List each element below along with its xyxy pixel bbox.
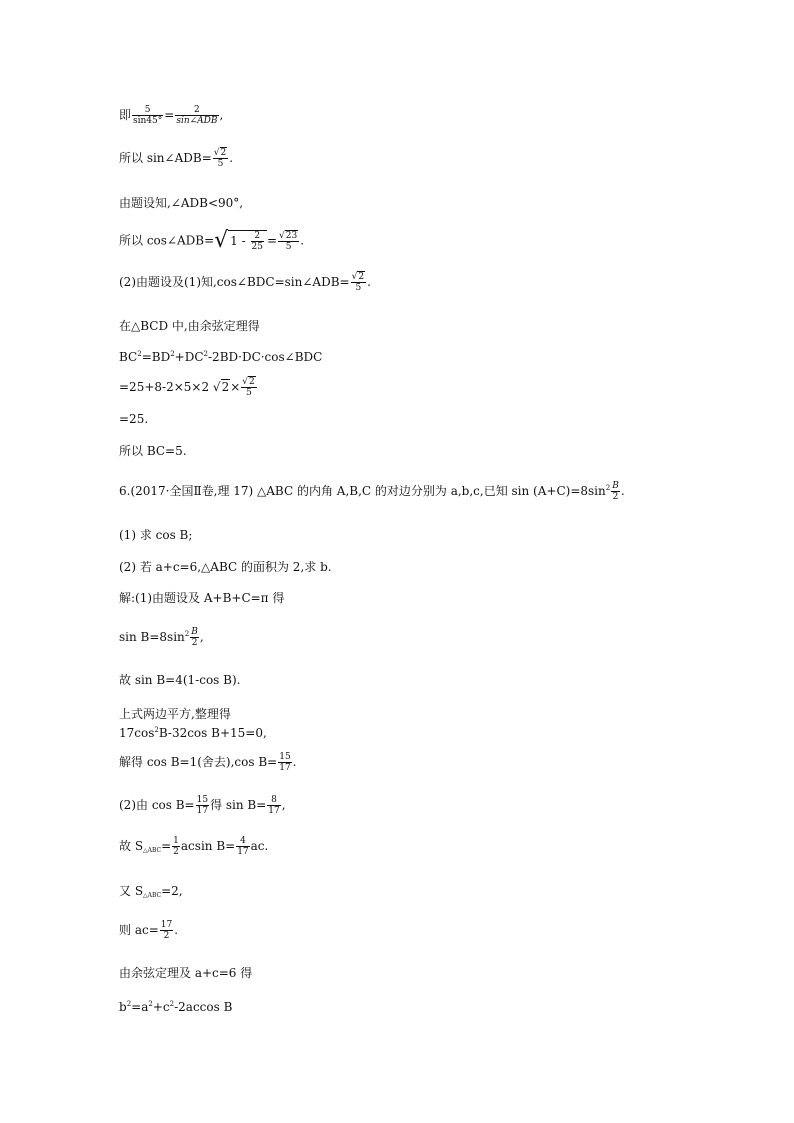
- text: =: [161, 839, 172, 853]
- equation-substitution: [119, 377, 258, 398]
- fraction: [251, 231, 264, 252]
- numerator: 17: [160, 920, 173, 930]
- equation-law-of-cosines: [119, 350, 322, 364]
- denominator: 2: [191, 638, 198, 648]
- text: 即: [119, 108, 132, 122]
- equation-cosB: [119, 752, 297, 773]
- fraction: [241, 377, 256, 398]
- radicand: 2: [249, 377, 255, 387]
- text: (2)由 cos B=: [119, 798, 195, 812]
- fraction: [236, 836, 249, 857]
- text: .: [292, 755, 297, 769]
- numerator: 15: [279, 752, 291, 762]
- sqrt: √ 1 - $\frac{2}{25}$: [214, 230, 267, 252]
- text: 又 S: [119, 884, 144, 898]
- denominator: sin45°: [133, 116, 163, 126]
- text-line: [119, 196, 243, 210]
- denominator: 2: [160, 930, 173, 941]
- text: 由余弦定理及 a+c=6 得: [119, 966, 253, 980]
- text: =: [266, 233, 278, 248]
- text: =25.: [119, 412, 149, 426]
- equation-b-squared: [119, 1000, 232, 1014]
- fraction: [190, 627, 199, 648]
- numerator: 2: [254, 231, 261, 241]
- sqrt: √2: [212, 380, 230, 394]
- text: .: [367, 275, 371, 289]
- sqrt: √23: [279, 230, 298, 241]
- text: 所以 sin∠ADB=: [119, 151, 212, 165]
- denominator: 17: [237, 847, 249, 857]
- denominator: 2: [612, 492, 619, 502]
- denominator: 5: [213, 158, 228, 169]
- text: (1) 求 cos B;: [119, 528, 193, 542]
- text: +DC: [174, 350, 204, 364]
- fraction: [278, 231, 299, 252]
- numerator: [351, 272, 366, 282]
- text: =BD: [141, 350, 171, 364]
- text: 6.(2017·全国Ⅱ卷,理 17) △ABC 的内角 A,B,C 的对边分别为 a,b,c,已知 sin (A+C)=8sin: [119, 484, 606, 498]
- text: b: [119, 1000, 127, 1014]
- text: ac.: [250, 839, 269, 853]
- fraction: [213, 148, 228, 169]
- denominator: sin∠ADB: [176, 116, 218, 126]
- equation-sinB: [119, 627, 204, 648]
- text-line: [119, 560, 332, 574]
- subscript: △ABC: [143, 847, 162, 854]
- numerator: [278, 231, 299, 241]
- exponent: 2: [605, 484, 611, 492]
- sqrt: √2: [213, 148, 227, 158]
- text: B-32cos B+15=0,: [158, 726, 267, 740]
- text: ,: [219, 108, 224, 122]
- text-line: [119, 444, 187, 458]
- exponent: 2: [170, 350, 175, 358]
- text-line: [119, 966, 252, 980]
- fraction: [132, 105, 163, 126]
- denominator: 5: [278, 241, 299, 252]
- denominator: 5: [241, 387, 256, 398]
- denominator: 17: [279, 763, 291, 773]
- radicand: 2: [358, 272, 365, 282]
- text-line: [119, 319, 260, 333]
- exponent: 2: [137, 350, 142, 358]
- numerator: 15: [196, 795, 209, 805]
- text: =: [164, 108, 175, 122]
- exponent: 2: [169, 1000, 175, 1008]
- text: 由题设知,∠ADB<90°,: [119, 196, 244, 210]
- numerator: [241, 377, 256, 387]
- exponent: 2: [148, 1000, 153, 1008]
- equation-sine-ratio: [119, 105, 223, 126]
- text: -2accos B: [174, 1000, 233, 1014]
- text: =2,: [161, 884, 183, 898]
- numerator: 1: [173, 836, 179, 846]
- text: 故 S: [119, 839, 144, 853]
- fraction: [267, 795, 280, 816]
- text: 解:(1)由题设及 A+B+C=π 得: [119, 591, 285, 605]
- fraction: [196, 795, 209, 816]
- text: 1 -: [230, 234, 250, 248]
- radicand: 2: [220, 148, 227, 158]
- text: +c: [152, 1000, 170, 1014]
- sqrt: √2: [351, 272, 365, 282]
- denominator: 25: [251, 242, 263, 252]
- text: 得 sin B=: [210, 798, 267, 812]
- numerator: 8: [271, 795, 277, 805]
- exponent: 2: [126, 1000, 132, 1008]
- exponent: 2: [184, 630, 190, 638]
- denominator: 2: [173, 847, 179, 857]
- text: .: [174, 923, 179, 937]
- text: =a: [131, 1000, 149, 1014]
- equation-sin-adb: [119, 148, 233, 169]
- equation-cos-bdc: [119, 272, 371, 293]
- denominator: 5: [351, 282, 366, 293]
- equation-cos-adb: [119, 230, 304, 252]
- numerator: 5: [144, 105, 151, 115]
- text: sin B=8sin: [119, 630, 185, 644]
- exponent: 2: [154, 726, 159, 734]
- problem-statement: [119, 481, 625, 502]
- text-line: [119, 673, 240, 687]
- text: -2BD·DC·cos∠BDC: [208, 350, 323, 364]
- text: ×: [230, 380, 241, 394]
- sqrt: √2: [242, 377, 255, 387]
- text: .: [620, 484, 625, 498]
- text-line: [119, 591, 284, 605]
- text: =25+8-2×5×2: [119, 380, 213, 394]
- fraction: [611, 481, 620, 502]
- text: acsin B=: [180, 839, 236, 853]
- text: ,: [281, 798, 286, 812]
- text: .: [229, 151, 234, 165]
- radicand: 2: [221, 380, 230, 394]
- text: 故 sin B=4(1-cos B).: [119, 673, 241, 687]
- numerator: [213, 148, 228, 158]
- text-line: [119, 412, 148, 426]
- fraction: [172, 836, 180, 857]
- numerator: 4: [240, 836, 246, 846]
- fraction: [278, 752, 291, 773]
- denominator: 17: [196, 806, 209, 816]
- numerator: B: [191, 627, 198, 637]
- text: 在△BCD 中,由余弦定理得: [119, 319, 260, 333]
- text: 17cos: [119, 726, 155, 740]
- text: 所以 BC=5.: [119, 444, 187, 458]
- denominator: 17: [268, 806, 280, 816]
- text: 所以 cos∠ADB=: [119, 233, 215, 248]
- equation-sinB-value: [119, 795, 286, 816]
- text: .: [300, 233, 305, 248]
- equation-area-value: [119, 884, 183, 898]
- text: (2) 若 a+c=6,△ABC 的面积为 2,求 b.: [119, 560, 332, 574]
- equation-area: [119, 836, 268, 857]
- exponent: 2: [203, 350, 208, 358]
- radicand: 23: [285, 230, 298, 241]
- text: ,: [199, 630, 204, 644]
- text: BC: [119, 350, 138, 364]
- equation-ac: [119, 920, 178, 941]
- numerator: B: [612, 481, 619, 491]
- equation-quadratic: [119, 726, 267, 740]
- subscript: △ABC: [143, 892, 162, 899]
- text: 上式两边平方,整理得: [119, 707, 231, 721]
- text: 则 ac=: [119, 923, 159, 937]
- text-line: [119, 528, 192, 542]
- text: (2)由题设及(1)知,cos∠BDC=sin∠ADB=: [119, 275, 350, 289]
- text-line: [119, 707, 231, 721]
- numerator: 2: [194, 105, 200, 115]
- text: 解得 cos B=1(舍去),cos B=: [119, 755, 278, 769]
- fraction: [160, 920, 173, 941]
- fraction: [351, 272, 366, 293]
- fraction: [175, 105, 218, 126]
